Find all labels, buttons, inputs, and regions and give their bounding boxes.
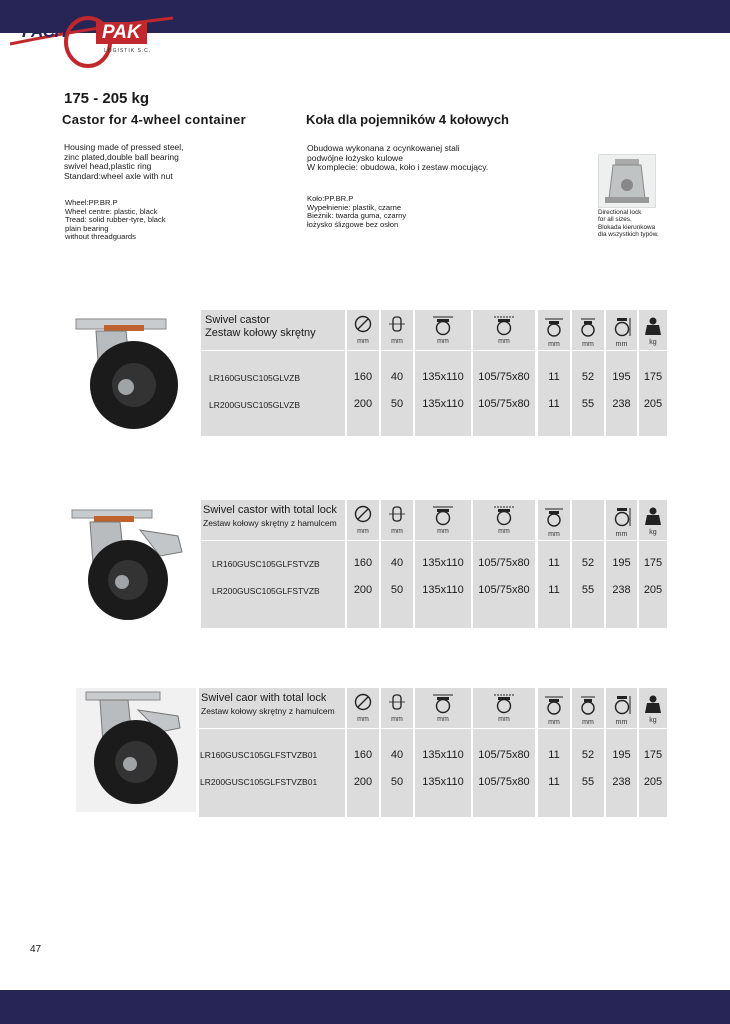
value-offset: 55 xyxy=(581,584,595,596)
plate-size-icon xyxy=(431,692,455,714)
wheel-diameter-icon xyxy=(353,314,373,334)
header-bolt-hole-diameter xyxy=(538,310,570,350)
value-bolt: 11 xyxy=(548,749,560,761)
logo-text-pak: PAK xyxy=(96,22,147,44)
bolt-hole-spacing-icon xyxy=(492,692,516,714)
section-title-pl: Zestaw kołowy skrętny xyxy=(205,327,316,339)
header-total-height xyxy=(606,688,637,728)
code-cell xyxy=(199,729,345,817)
product-section-swivel-castor xyxy=(0,310,730,440)
value-cell-holes xyxy=(473,541,535,628)
value-holes: 105/75x80 xyxy=(478,398,530,410)
value-load: 205 xyxy=(643,776,663,788)
header-wheel-width xyxy=(381,500,413,540)
value-width: 40 xyxy=(390,371,404,383)
value-cell-width xyxy=(381,541,413,628)
unit-label: mm xyxy=(391,338,403,345)
value-holes: 105/75x80 xyxy=(478,557,530,569)
unit-label: mm xyxy=(582,719,594,726)
wheel-width-icon xyxy=(387,314,407,334)
value-diameter: 200 xyxy=(353,584,373,596)
description-polish-wheel: Koło:PP.BR.P Wypełnienie: plastik, czarne Bieżnik: twarda guma, czarny łożysko ślizgowe bez osłon xyxy=(307,194,407,229)
product-code: LR200GUSC105GLFSTVZB xyxy=(212,586,320,596)
value-offset: 52 xyxy=(581,557,595,569)
value-height: 195 xyxy=(612,749,631,761)
plate-size-icon xyxy=(431,314,455,336)
section-title-en: Swivel castor with total lock xyxy=(203,504,337,516)
unit-label: kg xyxy=(649,339,657,346)
value-cell-offset xyxy=(572,729,604,817)
value-cell-diameter xyxy=(347,541,379,628)
unit-label: kg xyxy=(649,717,657,724)
header-plate-size xyxy=(415,500,471,540)
swivel-castor-brake-image-2 xyxy=(76,688,196,812)
title-polish: Koła dla pojemników 4 kołowych xyxy=(306,112,509,127)
header-offset xyxy=(572,310,604,350)
unit-label: mm xyxy=(437,528,449,535)
header-plate-size xyxy=(415,310,471,350)
section-title-en: Swivel caor with total lock xyxy=(201,692,327,704)
header-total-height xyxy=(606,500,637,540)
directional-lock-note: Directional lock for all sizes. Blokada kierunkowa dla wszystkich typów. xyxy=(598,209,659,239)
header-offset-empty xyxy=(572,500,604,540)
value-cell-bolt xyxy=(538,729,570,817)
unit-label: mm xyxy=(357,716,369,723)
unit-label: mm xyxy=(357,338,369,345)
header-wheel-width xyxy=(381,310,413,350)
total-height-icon xyxy=(611,694,633,716)
section-title-pl: Zestaw kołowy skrętny z hamulcem xyxy=(203,518,337,528)
value-cell-plate xyxy=(415,729,471,817)
value-height: 195 xyxy=(612,557,631,569)
value-cell-offset xyxy=(572,351,604,436)
product-code: LR160GUSC105GLFSTVZB01 xyxy=(200,750,318,760)
value-bolt: 11 xyxy=(548,557,560,569)
value-offset: 52 xyxy=(581,749,595,761)
value-offset: 55 xyxy=(581,398,595,410)
value-holes: 105/75x80 xyxy=(478,776,530,788)
load-range-heading: 175 - 205 kg xyxy=(64,90,150,107)
value-cell-bolt xyxy=(538,541,570,628)
value-cell-height xyxy=(606,541,637,628)
value-bolt: 11 xyxy=(548,776,560,788)
directional-lock-icon xyxy=(599,155,655,207)
bolt-hole-diameter-icon xyxy=(543,316,565,338)
value-width: 50 xyxy=(390,398,404,410)
value-plate: 135x110 xyxy=(422,398,464,410)
unit-label: mm xyxy=(437,338,449,345)
header-load-capacity xyxy=(639,500,667,540)
logo-subtitle: LOGISTIK S.C. xyxy=(104,48,152,54)
plate-size-icon xyxy=(431,504,455,526)
bolt-hole-spacing-icon xyxy=(492,504,516,526)
wheel-width-icon xyxy=(387,692,407,712)
unit-label: mm xyxy=(548,341,560,348)
header-bolt-hole-spacing xyxy=(473,500,535,540)
product-code: LR200GUSC105GLVZB xyxy=(209,400,301,410)
value-load: 205 xyxy=(643,584,663,596)
value-height: 195 xyxy=(612,371,631,383)
swivel-castor-image xyxy=(74,315,194,430)
section-title-pl: Zestaw kołowy skrętny z hamulcem xyxy=(201,706,335,716)
value-plate: 135x110 xyxy=(422,776,464,788)
load-capacity-icon xyxy=(644,316,662,336)
value-plate: 135x110 xyxy=(422,557,464,569)
wheel-width-icon xyxy=(387,504,407,524)
product-code: LR200GUSC105GLFSTVZB01 xyxy=(200,777,318,787)
header-bolt-hole-spacing xyxy=(473,688,535,728)
section-title-cell xyxy=(201,500,345,540)
directional-lock-image xyxy=(598,154,656,208)
value-offset: 52 xyxy=(581,371,595,383)
title-english: Castor for 4-wheel container xyxy=(62,112,246,127)
header-total-height xyxy=(606,310,637,350)
value-cell-width xyxy=(381,729,413,817)
header-bolt-hole-diameter xyxy=(538,500,570,540)
offset-icon xyxy=(577,694,599,716)
header-wheel-width xyxy=(381,688,413,728)
swivel-castor-brake-image xyxy=(70,506,194,621)
wheel-diameter-icon xyxy=(353,692,373,712)
header-wheel-diameter xyxy=(347,688,379,728)
value-height: 238 xyxy=(612,398,631,410)
value-cell-offset xyxy=(572,541,604,628)
value-cell-load xyxy=(639,541,667,628)
load-capacity-icon xyxy=(644,506,662,526)
value-cell-diameter xyxy=(347,729,379,817)
value-cell-plate xyxy=(415,541,471,628)
value-holes: 105/75x80 xyxy=(478,749,530,761)
unit-label: mm xyxy=(615,719,628,726)
header-offset xyxy=(572,688,604,728)
bolt-hole-spacing-icon xyxy=(492,314,516,336)
value-cell-diameter xyxy=(347,351,379,436)
value-height: 238 xyxy=(612,776,631,788)
value-height: 238 xyxy=(612,584,631,596)
value-plate: 135x110 xyxy=(422,749,464,761)
value-cell-bolt xyxy=(538,351,570,436)
value-load: 205 xyxy=(643,398,663,410)
header-wheel-diameter xyxy=(347,310,379,350)
value-width: 40 xyxy=(390,749,404,761)
section-title-en: Swivel castor xyxy=(205,314,270,326)
unit-label: mm xyxy=(498,716,510,723)
value-bolt: 11 xyxy=(548,398,560,410)
value-diameter: 160 xyxy=(353,557,373,569)
unit-label: mm xyxy=(498,528,510,535)
unit-label: mm xyxy=(357,528,369,535)
code-cell xyxy=(201,541,345,628)
value-cell-width xyxy=(381,351,413,436)
value-load: 175 xyxy=(643,371,663,383)
total-height-icon xyxy=(611,316,633,338)
value-cell-load xyxy=(639,351,667,436)
unit-label: mm xyxy=(391,716,403,723)
unit-label: kg xyxy=(649,529,657,536)
value-diameter: 200 xyxy=(353,776,373,788)
value-cell-height xyxy=(606,351,637,436)
unit-label: mm xyxy=(437,716,449,723)
bolt-hole-diameter-icon xyxy=(543,506,565,528)
header-plate-size xyxy=(415,688,471,728)
value-width: 40 xyxy=(390,557,404,569)
unit-label: mm xyxy=(548,531,560,538)
value-cell-holes xyxy=(473,351,535,436)
description-english-wheel: Wheel:PP.BR.P Wheel centre: plastic, black Tread: solid rubber-tyre, black plain bearing without threadguards xyxy=(65,198,166,242)
header-bolt-hole-spacing xyxy=(473,310,535,350)
value-diameter: 160 xyxy=(353,749,373,761)
unit-label: mm xyxy=(615,531,628,538)
value-holes: 105/75x80 xyxy=(478,584,530,596)
section-title-cell xyxy=(201,310,345,350)
value-cell-holes xyxy=(473,729,535,817)
value-diameter: 160 xyxy=(353,371,373,383)
unit-label: mm xyxy=(582,341,594,348)
header-wheel-diameter xyxy=(347,500,379,540)
value-plate: 135x110 xyxy=(422,584,464,596)
unit-label: mm xyxy=(615,341,628,348)
value-width: 50 xyxy=(390,584,404,596)
page-number: 47 xyxy=(30,944,42,955)
value-cell-load xyxy=(639,729,667,817)
unit-label: mm xyxy=(391,528,403,535)
bottom-bar xyxy=(0,990,730,1024)
description-english-housing: Housing made of pressed steel, zinc plated,double ball bearing swivel head,plastic ring Standard:wheel axle with nut xyxy=(64,142,184,181)
product-code: LR160GUSC105GLVZB xyxy=(209,373,301,383)
load-capacity-icon xyxy=(644,694,662,714)
value-cell-height xyxy=(606,729,637,817)
company-logo xyxy=(8,14,178,74)
value-bolt: 11 xyxy=(548,371,560,383)
value-plate: 135x110 xyxy=(422,371,464,383)
value-bolt: 11 xyxy=(548,584,560,596)
bolt-hole-diameter-icon xyxy=(543,694,565,716)
value-offset: 55 xyxy=(581,776,595,788)
product-section-swivel-castor-total-lock xyxy=(0,500,730,630)
product-code: LR160GUSC105GLFSTVZB xyxy=(212,559,320,569)
wheel-diameter-icon xyxy=(353,504,373,524)
header-bolt-hole-diameter xyxy=(538,688,570,728)
unit-label: mm xyxy=(498,338,510,345)
code-cell xyxy=(201,351,345,436)
header-load-capacity xyxy=(639,310,667,350)
value-diameter: 200 xyxy=(353,398,373,410)
total-height-icon xyxy=(611,506,633,528)
value-holes: 105/75x80 xyxy=(478,371,530,383)
section-title-cell xyxy=(199,688,345,728)
description-polish-housing: Obudowa wykonana z ocynkowanej stali podwójne łożysko kulowe W komplecie: obudowa, koło i zestaw mocujący. xyxy=(307,143,489,172)
value-load: 175 xyxy=(643,557,663,569)
header-load-capacity xyxy=(639,688,667,728)
value-cell-plate xyxy=(415,351,471,436)
logo-text-fach: FACH xyxy=(22,22,67,41)
product-section-swivel-castor-total-lock-2 xyxy=(0,688,730,818)
value-width: 50 xyxy=(390,776,404,788)
offset-icon xyxy=(577,316,599,338)
unit-label: mm xyxy=(548,719,560,726)
value-load: 175 xyxy=(643,749,663,761)
